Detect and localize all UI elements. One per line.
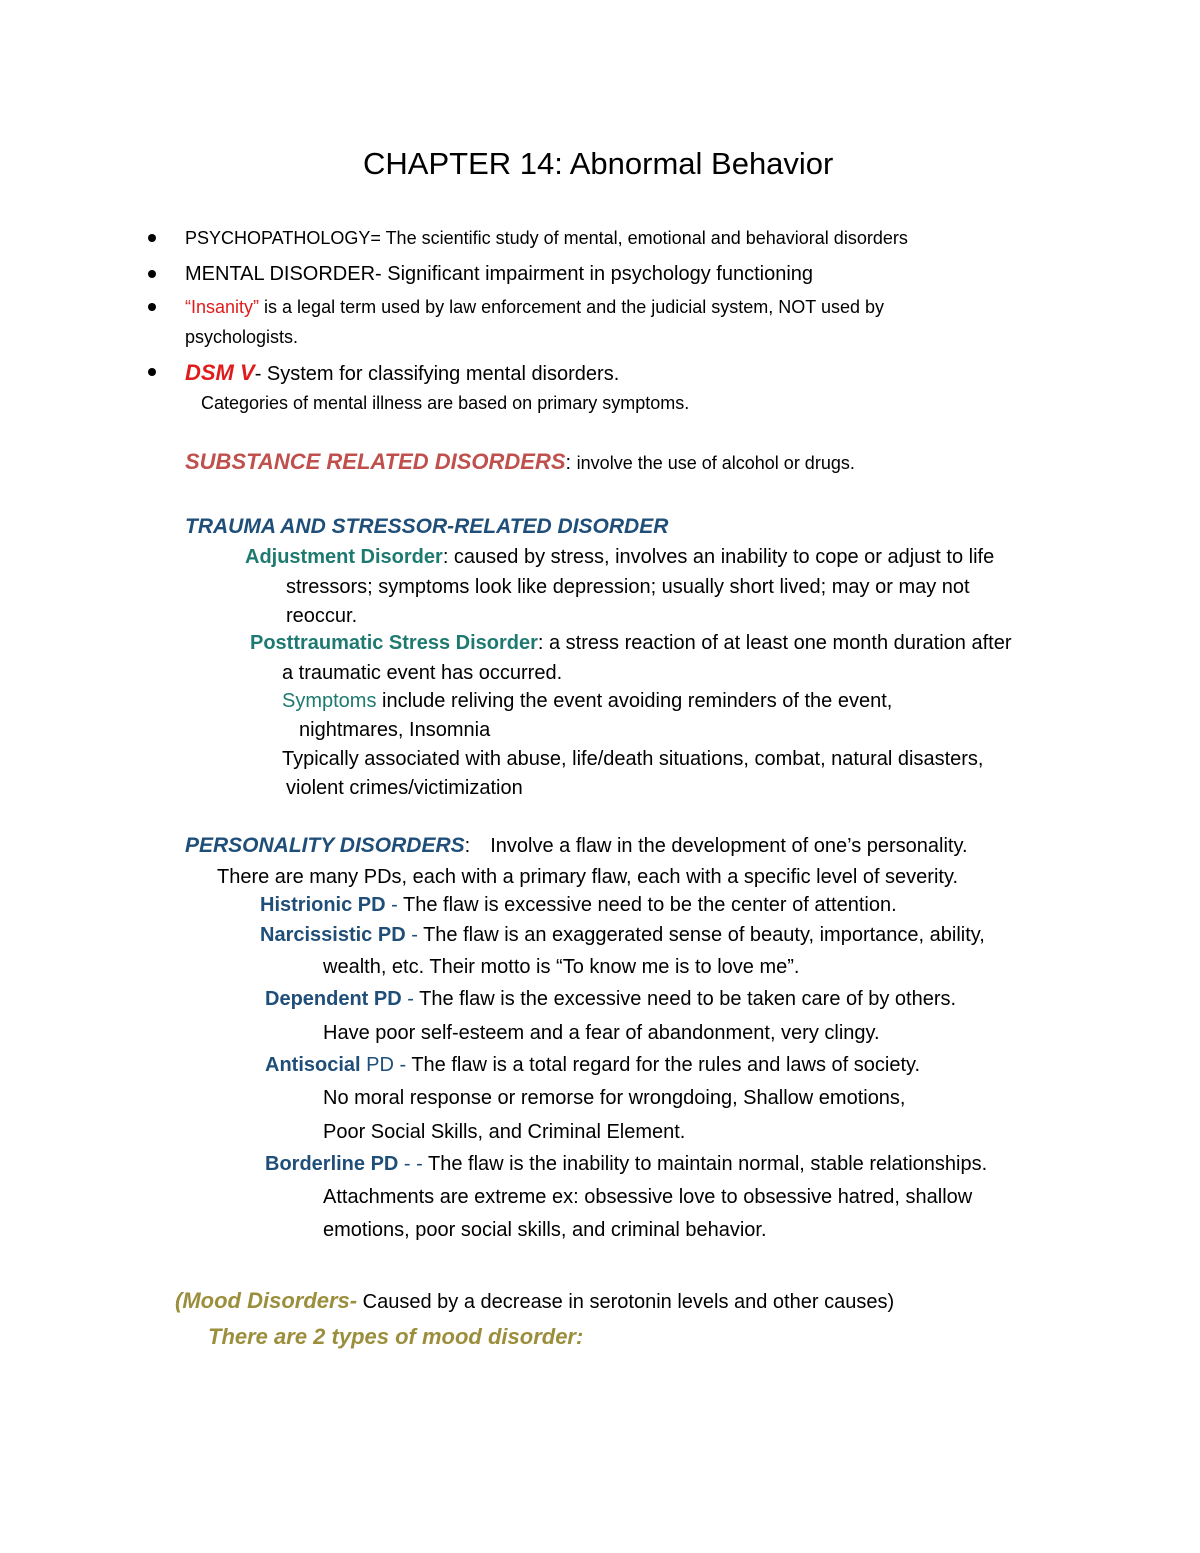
dash: -: [405, 924, 424, 946]
term-histrionic: Histrionic PD: [260, 894, 386, 916]
mood-types: There are 2 types of mood disorder:: [208, 1324, 584, 1349]
colon: :: [464, 835, 471, 857]
term-ptsd: Posttraumatic Stress Disorder: [250, 632, 538, 654]
section-substance: [185, 451, 855, 473]
narcissistic-line-2: wealth, etc. Their motto is “To know me is to love me”.: [323, 956, 800, 978]
page-title: CHAPTER 14: Abnormal Behavior: [363, 146, 834, 181]
symptoms-line-2: nightmares, Insomnia: [299, 719, 491, 741]
adjustment-line-1: [245, 547, 994, 567]
term-psychopathology: PSYCHOPATHOLOGY: [185, 228, 371, 248]
mood-text: Caused by a decrease in serotonin levels and other causes): [357, 1291, 895, 1313]
substance-text: involve the use of alcohol or drugs.: [576, 453, 855, 473]
adjustment-text: : caused by stress, involves an inability to cope or adjust to life: [442, 546, 995, 568]
dash: - -: [398, 1153, 428, 1175]
bullet-psychopathology: [185, 229, 908, 247]
bullet-mental-disorder: [185, 264, 813, 284]
antisocial-line-1: [265, 1055, 920, 1075]
term-borderline: Borderline PD: [265, 1153, 399, 1175]
histrionic-text: The flaw is excessive need to be the center of attention.: [403, 894, 897, 916]
bullet-icon: [148, 303, 156, 311]
bullet-dsm: [185, 362, 619, 384]
antisocial-text: The flaw is a total regard for the rules and laws of society.: [411, 1054, 921, 1076]
term-narcissistic: Narcissistic PD: [260, 924, 406, 946]
ptsd-line-2: a traumatic event has occurred.: [282, 662, 563, 684]
definition: System for classifying mental disorders.: [266, 363, 620, 385]
antisocial-line-3: Poor Social Skills, and Criminal Element.: [323, 1121, 686, 1143]
heading-trauma: TRAUMA AND STRESSOR-RELATED DISORDER: [185, 515, 669, 538]
heading-personality: PERSONALITY DISORDERS: [185, 834, 465, 857]
borderline-line-2: Attachments are extreme ex: obsessive love to obsessive hatred, shallow: [323, 1186, 973, 1208]
dependent-line-1: [265, 989, 956, 1009]
insanity-continuation: psychologists.: [185, 327, 299, 347]
borderline-line-3: emotions, poor social skills, and criminal behavior.: [323, 1219, 767, 1241]
narcissistic-line-1: [260, 925, 985, 945]
dependent-text: The flaw is the excessive need to be taken care of by others.: [419, 988, 957, 1010]
separator: -: [375, 263, 388, 285]
adjustment-line-2: stressors; symptoms look like depression; usually short lived; may or may not: [286, 576, 970, 598]
adjustment-line-3: reoccur.: [286, 605, 358, 627]
dash: -: [385, 894, 403, 916]
personality-text: Involve a flaw in the development of one’s personality.: [490, 835, 968, 857]
borderline-text: The flaw is the inability to maintain normal, stable relationships.: [428, 1153, 988, 1175]
histrionic-line: [260, 895, 897, 915]
section-personality: [185, 835, 968, 856]
dash: -: [393, 1054, 412, 1076]
associated-line-1: Typically associated with abuse, life/death situations, combat, natural disasters,: [282, 748, 984, 770]
term-dependent: Dependent PD: [265, 988, 402, 1010]
term-insanity: “Insanity”: [185, 297, 260, 317]
dsm-subtext: Categories of mental illness are based on primary symptoms.: [201, 393, 690, 413]
definition: Significant impairment in psychology functioning: [387, 263, 814, 285]
bullet-icon: [148, 270, 156, 278]
ptsd-text: : a stress reaction of at least one month duration after: [537, 632, 1012, 654]
colon: :: [565, 452, 577, 474]
definition: is a legal term used by law enforcement and the judicial system, NOT used by: [259, 297, 884, 317]
term-symptoms: Symptoms: [282, 690, 377, 712]
narcissistic-text: The flaw is an exaggerated sense of beauty, importance, ability,: [423, 924, 985, 946]
separator: -: [254, 363, 267, 385]
symptoms-line-1: [282, 691, 892, 711]
section-mood: [175, 1290, 894, 1312]
antisocial-line-2: No moral response or remorse for wrongdoing, Shallow emotions,: [323, 1087, 906, 1109]
ptsd-line-1: [250, 633, 1011, 653]
bullet-icon: [148, 234, 156, 242]
separator: =: [370, 228, 386, 248]
personality-line-2: There are many PDs, each with a primary flaw, each with a specific level of severity.: [217, 866, 959, 888]
dash: -: [401, 988, 420, 1010]
dependent-line-2: Have poor self-esteem and a fear of abandonment, very clingy.: [323, 1022, 880, 1044]
borderline-line-1: [265, 1154, 987, 1174]
symptoms-text: include reliving the event avoiding reminders of the event,: [376, 690, 893, 712]
term-dsm: DSM V: [185, 360, 255, 385]
associated-line-2: violent crimes/victimization: [286, 777, 523, 799]
heading-substance: SUBSTANCE RELATED DISORDERS: [185, 449, 566, 474]
definition: The scientific study of mental, emotional and behavioral disorders: [385, 228, 908, 248]
pd-label: PD: [360, 1054, 394, 1076]
term-mental-disorder: MENTAL DISORDER: [185, 263, 376, 285]
bullet-icon: [148, 368, 156, 376]
term-antisocial: Antisocial: [265, 1054, 361, 1076]
term-adjustment-disorder: Adjustment Disorder: [245, 546, 443, 568]
heading-mood: (Mood Disorders-: [175, 1288, 358, 1313]
bullet-insanity: [185, 298, 884, 316]
